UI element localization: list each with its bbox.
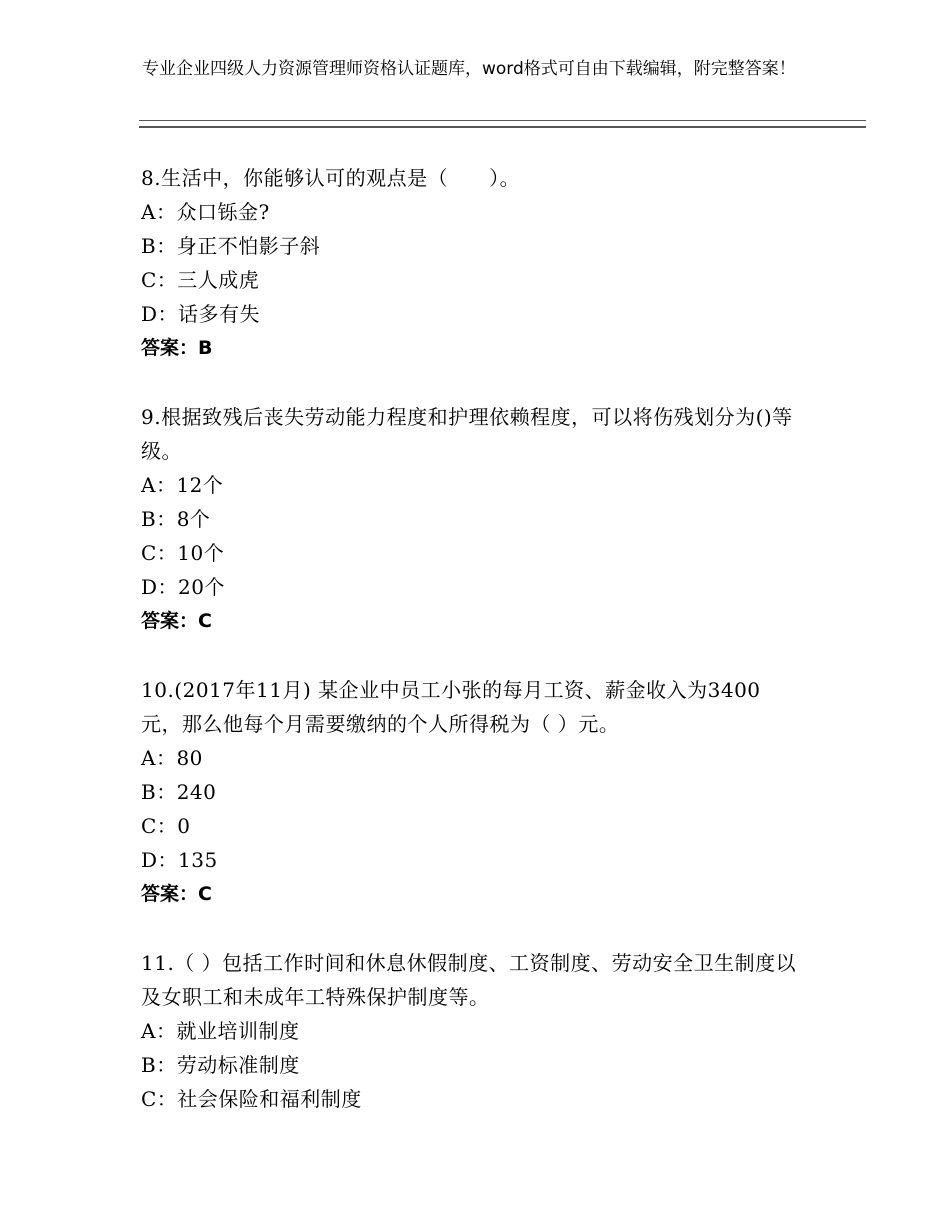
option-a: A：就业培训制度 (141, 1019, 300, 1043)
option-d: D：135 (141, 848, 218, 872)
header-title: 专业企业四级人力资源管理师资格认证题库，word格式可自由下载编辑，附完整答案！ (142, 59, 796, 79)
option-a: A：80 (141, 746, 203, 770)
option-c: C：10个 (141, 541, 225, 565)
question-10 (141, 673, 801, 911)
question-stem: 9.根据致残后丧失劳动能力程度和护理依赖程度，可以将伤残划分为()等级。 (141, 405, 793, 463)
question-8 (141, 161, 801, 365)
question-stem: 8.生活中，你能够认可的观点是（ ）。 (141, 166, 521, 190)
question-11 (141, 946, 801, 1116)
question-stem: 11.（ ）包括工作时间和休息休假制度、工资制度、劳动安全卫生制度以及女职工和未成年工特殊保护制度等。 (141, 951, 797, 1009)
document-header (142, 58, 842, 80)
option-a: A：12个 (141, 473, 224, 497)
question-stem: 10.(2017年11月) 某企业中员工小张的每月工资、薪金收入为3400元，那么他每个月需要缴纳的个人所得税为（ ）元。 (141, 678, 761, 736)
answer-label: 答案：C (141, 610, 212, 632)
option-c: C：三人成虎 (141, 268, 260, 292)
option-d: D：20个 (141, 575, 225, 599)
option-a: A：众口铄金? (141, 200, 270, 224)
option-c: C：社会保险和福利制度 (141, 1087, 362, 1111)
option-b: B：劳动标准制度 (141, 1053, 300, 1077)
option-b: B：身正不怕影子斜 (141, 234, 321, 258)
option-b: B：240 (141, 780, 217, 804)
option-b: B：8个 (141, 507, 211, 531)
answer-label: 答案：C (141, 883, 212, 905)
answer-label: 答案：B (141, 337, 213, 359)
question-9 (141, 400, 801, 638)
option-d: D：话多有失 (141, 302, 261, 326)
header-divider (139, 120, 866, 128)
option-c: C：0 (141, 814, 191, 838)
